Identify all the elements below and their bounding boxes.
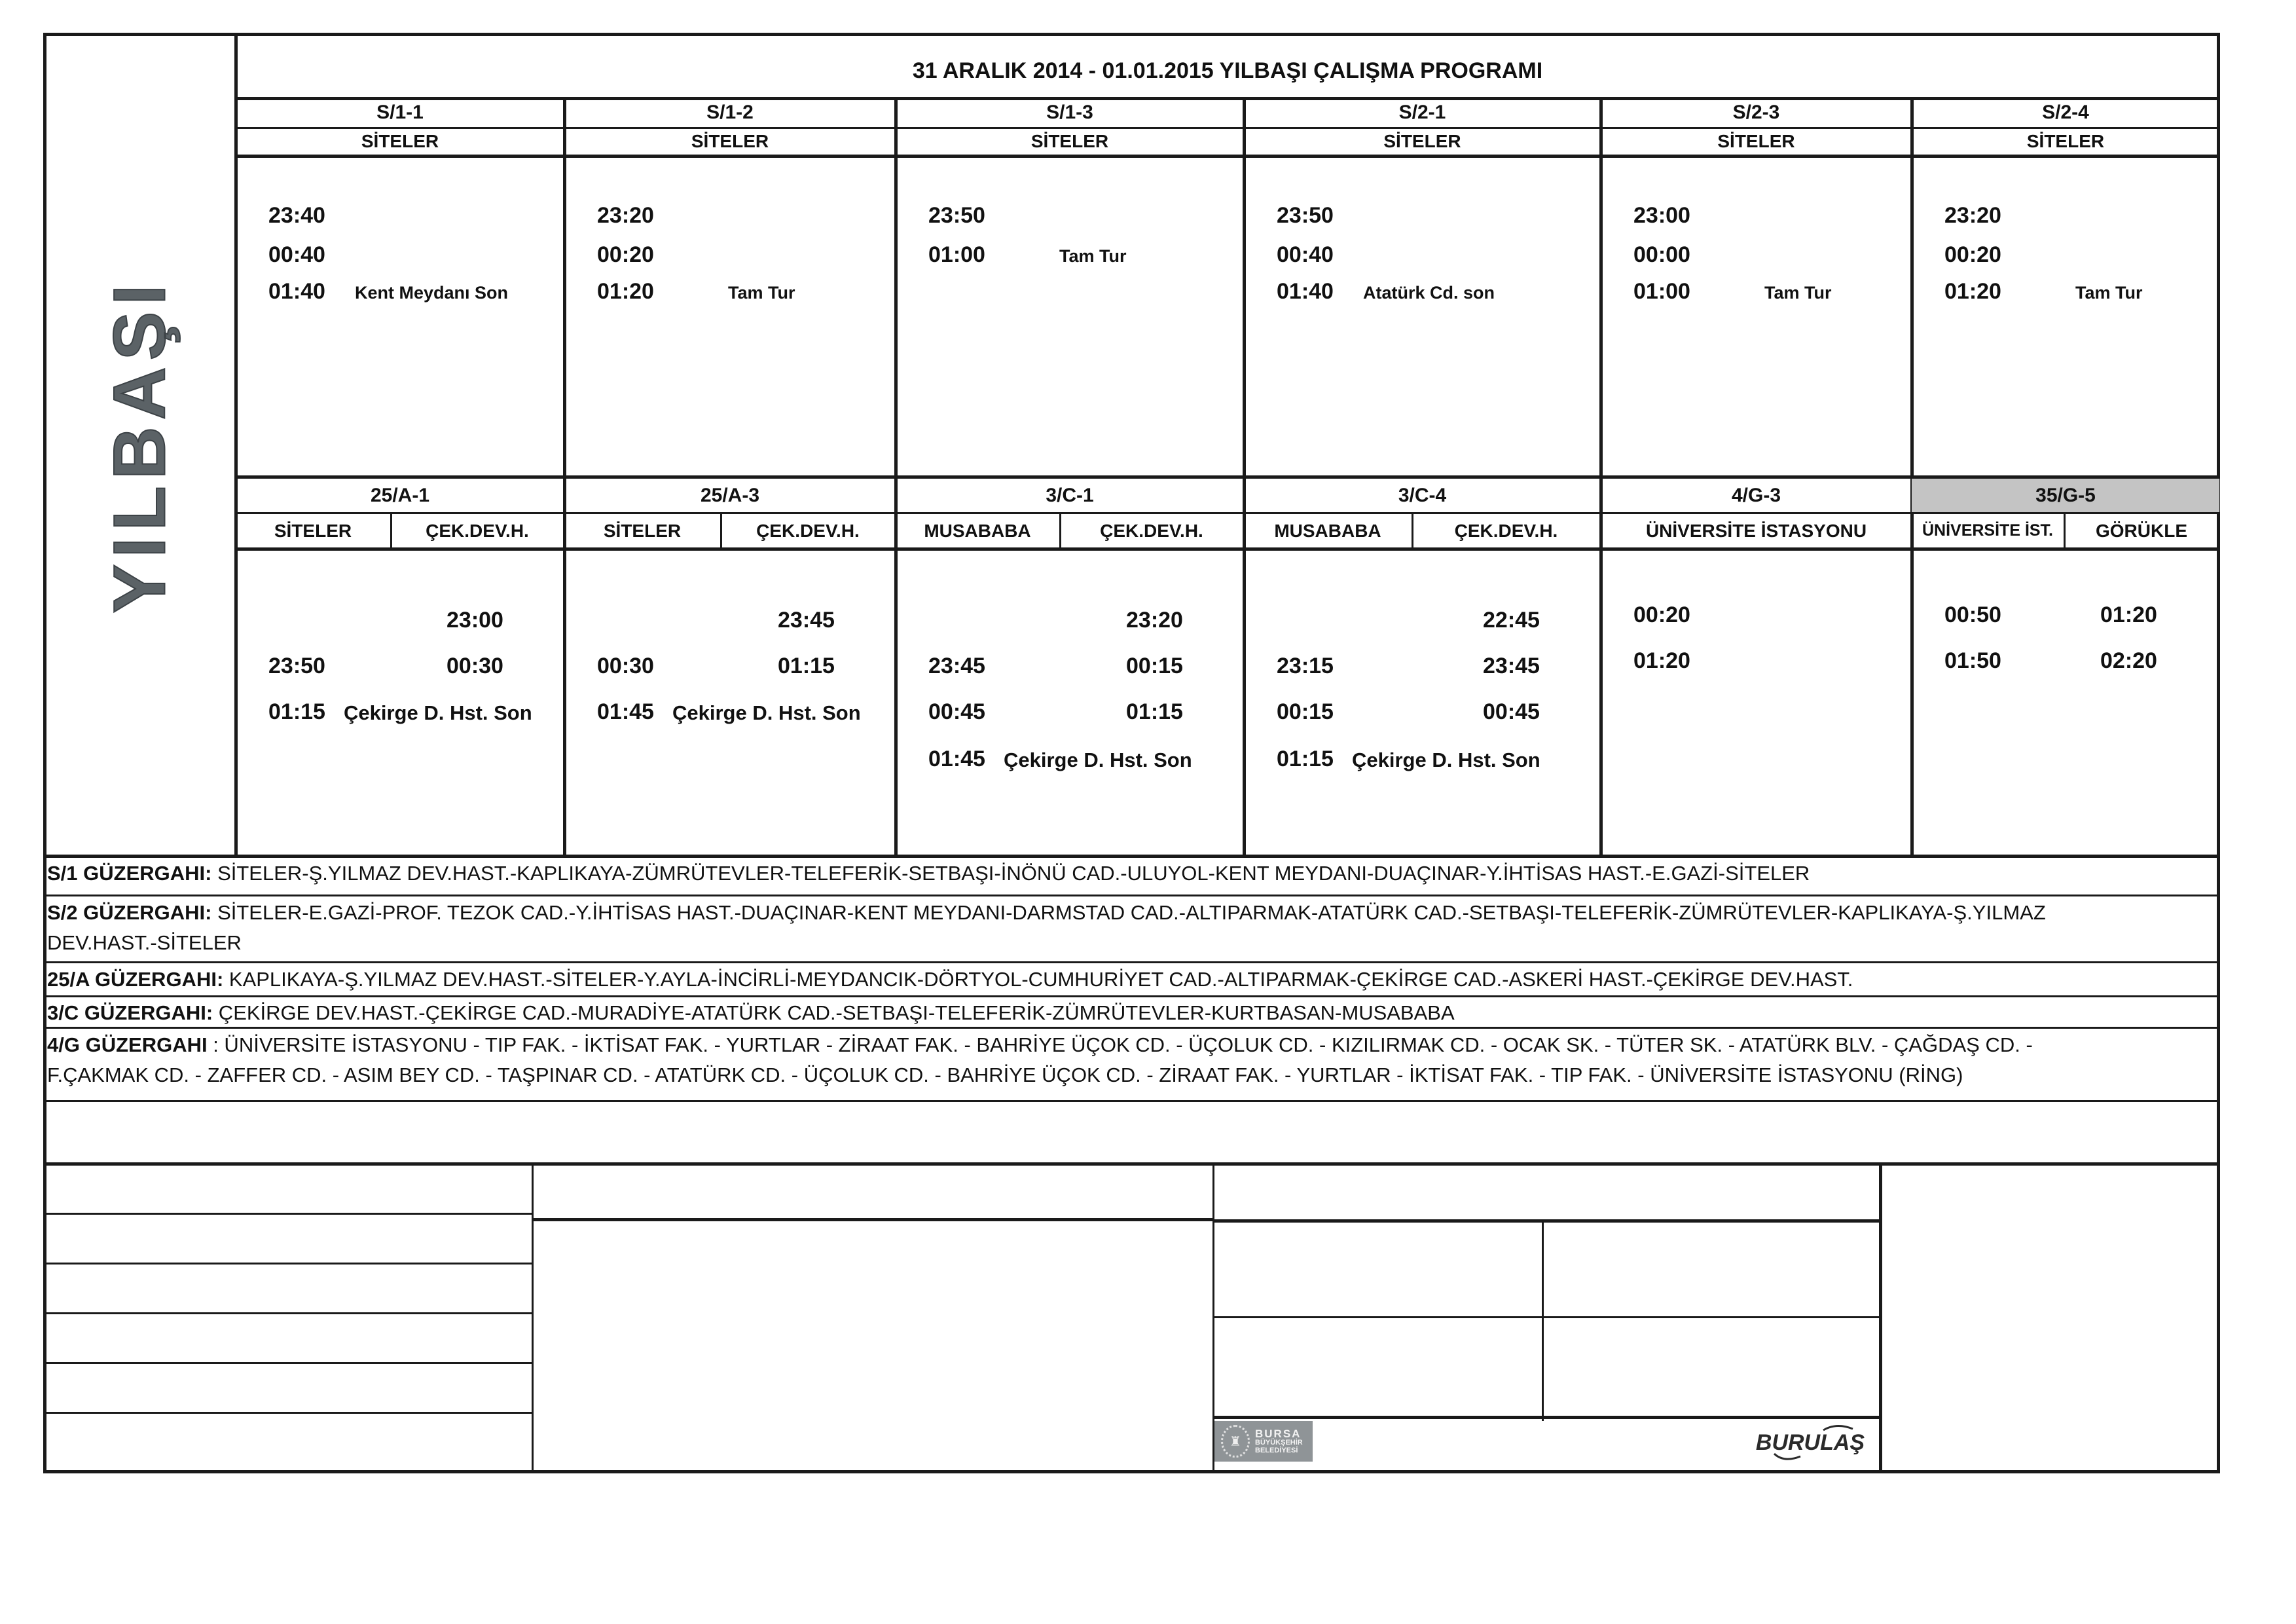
route-divider [43, 995, 2220, 997]
departure-time: 00:50 [1944, 602, 2001, 627]
departure-time: 01:20 [2100, 602, 2157, 627]
departure-time: 00:20 [1633, 602, 1690, 627]
departure-time: 23:20 [1126, 608, 1183, 633]
footer-col-divider [1542, 1221, 1544, 1421]
departure-time: 23:40 [268, 203, 325, 228]
route-stop: ÇEK.DEV.H. [426, 520, 529, 541]
route-code: S/1-1 [376, 101, 424, 123]
route-stop: GÖRÜKLE [2096, 520, 2187, 541]
route-code: 25/A-1 [370, 484, 430, 506]
route-stop: ÇEK.DEV.H. [1100, 520, 1203, 541]
route-stops-text: KAPLIKAYA-Ş.YILMAZ DEV.HAST.-SİTELER-Y.AYLA-İNCİRLİ-MEYDANCIK-DÖRTYOL-CUMHURİYET CAD.-ALTIPARMAK-ÇEKİRGE CAD.-ASKERİ HAST.-ÇEKİRGE DEV.HAST. [223, 968, 1853, 991]
route-stop: MUSABABA [1274, 520, 1381, 541]
departure-time: 23:45 [1483, 654, 1540, 678]
route-code: S/2-4 [2042, 101, 2089, 123]
trip-note: Tam Tur [2075, 283, 2143, 303]
stop-divider [236, 155, 2219, 158]
route-label: S/1 GÜZERGAHI: [47, 862, 212, 885]
route-label: 3/C GÜZERGAHI: [47, 1001, 213, 1024]
departure-time: 00:45 [1483, 699, 1540, 724]
departure-time: 23:00 [1633, 203, 1690, 228]
footer-row-line [45, 1312, 532, 1314]
side-label: YILBAŞI [98, 278, 181, 613]
departure-time: 00:00 [1633, 242, 1690, 267]
departure-time: 01:45 [597, 699, 654, 724]
route-stop: SİTELER [603, 520, 682, 541]
route-divider [43, 1027, 2220, 1029]
trip-note: Çekirge D. Hst. Son [1004, 748, 1192, 771]
route-stop: ÇEK.DEV.H. [1454, 520, 1558, 541]
trip-note: Atatürk Cd. son [1363, 283, 1495, 303]
route-code: S/2-1 [1398, 101, 1446, 123]
route-stop: SİTELER [274, 520, 352, 541]
departure-time: 23:50 [268, 654, 325, 678]
route-code: 3/C-1 [1046, 484, 1094, 506]
departure-time: 00:40 [1277, 242, 1334, 267]
route-stop: SİTELER [691, 131, 769, 151]
trip-note: Çekirge D. Hst. Son [672, 701, 861, 724]
footer-row-line [1214, 1416, 1880, 1419]
route-code: S/1-3 [1046, 101, 1093, 123]
departure-time: 23:45 [928, 654, 985, 678]
departure-time: 23:15 [1277, 654, 1334, 678]
stop-divider [2064, 513, 2066, 547]
departure-time: 01:45 [928, 747, 985, 771]
footer-row-line [1214, 1219, 1880, 1223]
stop-divider [390, 513, 392, 547]
route-description [47, 863, 1810, 883]
departure-time: 00:15 [1277, 699, 1334, 724]
route-label: S/2 GÜZERGAHI: [47, 901, 212, 924]
trip-note: Tam Tur [728, 283, 795, 303]
route-stop: SİTELER [2026, 131, 2105, 151]
departure-time: 00:30 [597, 654, 654, 678]
departure-time: 00:20 [597, 242, 654, 267]
route-stop: ÜNİVERSİTE İSTASYONU [1645, 520, 1867, 541]
route-label: 4/G GÜZERGAHI [47, 1033, 208, 1056]
route-stops-text-continued: F.ÇAKMAK CD. - ZAFFER CD. - ASIM BEY CD. - TAŞPINAR CD. - ATATÜRK CD. - ÜÇOLUK CD. - BAHRİYE ÜÇOK CD. - ZİRAAT FAK. - YURTLAR - İKTİSAT FAK. - TIP FAK. - ÜNİVERSİTE İSTASYONU (RİNG) [47, 1063, 1963, 1086]
departure-time: 01:50 [1944, 648, 2001, 673]
stop-divider-2 [236, 547, 2219, 551]
departure-time: 00:15 [1126, 654, 1183, 678]
footer-row-line [1214, 1316, 1880, 1318]
page-title: 31 ARALIK 2014 - 01.01.2015 YILBAŞI ÇALIŞMA PROGRAMI [912, 58, 1543, 83]
departure-time: 02:20 [2100, 648, 2157, 673]
route-stop: MUSABABA [924, 520, 1031, 541]
departure-time: 23:45 [778, 608, 835, 633]
route-code: 25/A-3 [700, 484, 760, 506]
mid-divider [236, 475, 2219, 479]
departure-time: 23:50 [928, 203, 985, 228]
departure-time: 23:00 [446, 608, 503, 633]
route-stops-text: SİTELER-E.GAZİ-PROF. TEZOK CAD.-Y.İHTİSAS HAST.-DUAÇINAR-KENT MEYDANI-DARMSTAD CAD.-ALTIPARMAK-ATATÜRK CAD.-SETBAŞI-TELEFERİK-ZÜMRÜTEVLER-KAPLIKAYA-Ş.YILMAZ [211, 901, 2046, 924]
departure-time: 23:50 [1277, 203, 1334, 228]
title-divider [236, 97, 2219, 100]
route-divider [43, 1100, 2220, 1102]
route-stop: ÜNİVERSİTE İST. [1922, 521, 2054, 540]
route-stop: SİTELER [361, 131, 439, 151]
route-stop: SİTELER [1717, 131, 1795, 151]
departure-time: 00:40 [268, 242, 325, 267]
departure-time: 01:20 [1944, 279, 2001, 304]
route-stop: SİTELER [1383, 131, 1461, 151]
route-stop: SİTELER [1030, 131, 1109, 151]
schedule-bottom-divider [43, 855, 2220, 858]
departure-time: 00:20 [1944, 242, 2001, 267]
code-divider [236, 127, 2219, 129]
route-code: 3/C-4 [1398, 484, 1447, 506]
footer-row-line [533, 1218, 1214, 1221]
stop-divider [720, 513, 722, 547]
route-code: S/1-2 [706, 101, 754, 123]
trip-note: Tam Tur [1764, 283, 1832, 303]
departure-time: 01:20 [1633, 648, 1690, 673]
route-stop: ÇEK.DEV.H. [756, 520, 860, 541]
trip-note: Çekirge D. Hst. Son [1352, 748, 1540, 771]
route-description [47, 1035, 2033, 1055]
bursa-municipality-logo: ♜ BURSA BÜYÜKŞEHİR BELEDİYESİ [1214, 1421, 1313, 1462]
route-divider [43, 961, 2220, 963]
code-divider-2 [236, 512, 2219, 514]
departure-time: 00:30 [446, 654, 503, 678]
departure-time: 23:20 [1944, 203, 2001, 228]
stop-divider [1059, 513, 1061, 547]
departure-time: 01:15 [1126, 699, 1183, 724]
route-stops-text: : ÜNİVERSİTE İSTASYONU - TIP FAK. - İKTİSAT FAK. - YURTLAR - ZİRAAT FAK. - BAHRİYE ÜÇOK CD. - ÜÇOLUK CD. - KIZILIRMAK CD. - OCAK SK. - TÜTER SK. - ATATÜRK BLV. - ÇAĞDAŞ CD. - [207, 1033, 2033, 1056]
route-code: 4/G-3 [1731, 484, 1781, 506]
municipality-emblem-icon: ♜ [1221, 1425, 1250, 1458]
departure-time: 01:00 [1633, 279, 1690, 304]
route-divider [43, 895, 2220, 896]
departure-time: 01:40 [268, 279, 325, 304]
route-description [47, 969, 1853, 989]
trip-note: Tam Tur [1059, 246, 1127, 266]
route-stops-text: ÇEKİRGE DEV.HAST.-ÇEKİRGE CAD.-MURADİYE-ATATÜRK CAD.-SETBAŞI-TELEFERİK-ZÜMRÜTEVLER-KURTBASAN-MUSABABA [213, 1001, 1455, 1024]
route-description [47, 1003, 1455, 1023]
footer-row-line [45, 1362, 532, 1364]
burulas-logo-text: BURULAŞ [1755, 1430, 1865, 1455]
route-code: S/2-3 [1732, 101, 1780, 123]
side-label-box [43, 36, 236, 855]
footer-top-divider [43, 1162, 2220, 1166]
departure-time: 01:00 [928, 242, 985, 267]
departure-time: 01:15 [268, 699, 325, 724]
route-stops-text-continued: DEV.HAST.-SİTELER [47, 931, 242, 954]
footer-row-line [45, 1263, 532, 1264]
footer-row-line [45, 1412, 532, 1414]
route-description [47, 902, 2046, 923]
departure-time: 01:20 [597, 279, 654, 304]
footer-row-line [45, 1213, 532, 1215]
trip-note: Çekirge D. Hst. Son [344, 701, 532, 724]
departure-time: 00:45 [928, 699, 985, 724]
footer-col-divider [532, 1164, 534, 1471]
departure-time: 01:15 [1277, 747, 1334, 771]
route-code: 35/G-5 [1912, 479, 2219, 512]
departure-time: 01:15 [778, 654, 835, 678]
stop-divider [1412, 513, 1413, 547]
burulas-logo [1755, 1421, 1866, 1464]
route-label: 25/A GÜZERGAHI: [47, 968, 224, 991]
departure-time: 01:40 [1277, 279, 1334, 304]
departure-time: 23:20 [597, 203, 654, 228]
trip-note: Kent Meydanı Son [355, 283, 509, 303]
route-stops-text: SİTELER-Ş.YILMAZ DEV.HAST.-KAPLIKAYA-ZÜMRÜTEVLER-TELEFERİK-SETBAŞI-İNÖNÜ CAD.-ULUYOL-KENT MEYDANI-DUAÇINAR-Y.İHTİSAS HAST.-E.GAZİ-SİTELER [211, 862, 1810, 885]
departure-time: 22:45 [1483, 608, 1540, 633]
